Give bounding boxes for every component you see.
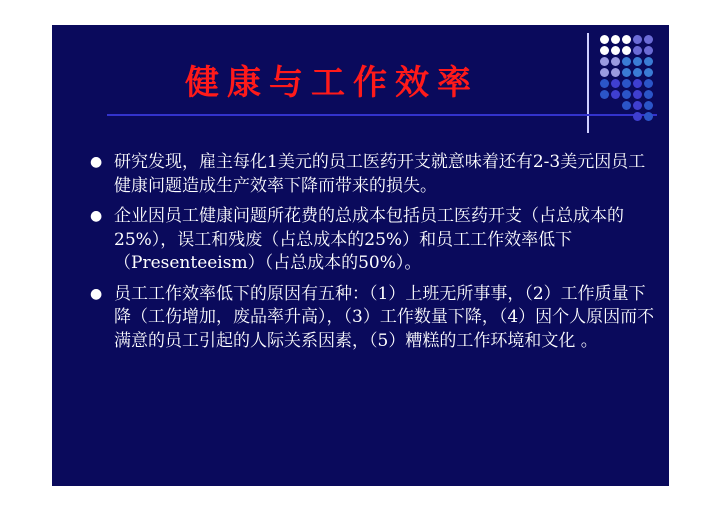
decorative-dot [644, 68, 653, 77]
bullet-item [90, 151, 660, 198]
decorative-dot [611, 57, 620, 66]
decorative-dot [600, 68, 609, 77]
decorative-dot [622, 101, 631, 110]
bullet-text: 企业因员工健康问题所花费的总成本包括员工医药开支（占总成本的25%），误工和残废（占总成本的25%）和员工工作效率低下（Presenteeism）（占总成本的50%）。 [114, 206, 624, 273]
decorative-dot [633, 68, 642, 77]
decorative-dot [622, 35, 631, 44]
decorative-dot [644, 46, 653, 55]
decorative-dot [644, 79, 653, 88]
title-underline [107, 114, 657, 116]
bullet-list [90, 151, 660, 360]
bullet-text: 研究发现，雇主每化1美元的员工医药开支就意味着还有2-3美元因员工健康问题造成生产效率下降而带来的损失。 [114, 152, 646, 196]
vertical-divider [587, 33, 589, 133]
decorative-dot [644, 90, 653, 99]
slide-title: 健康与工作效率 [185, 63, 479, 103]
decorative-dot [600, 35, 609, 44]
bullet-icon: ● [90, 285, 103, 302]
decorative-dot [622, 46, 631, 55]
decorative-dot [633, 101, 642, 110]
bullet-icon: ● [90, 208, 103, 224]
slide [52, 25, 669, 486]
decorative-dot [633, 35, 642, 44]
decorative-dot [622, 79, 631, 88]
decorative-dot [622, 57, 631, 66]
decorative-dot [611, 79, 620, 88]
decorative-dot [611, 46, 620, 55]
decorative-dot [644, 112, 653, 121]
decorative-dot [622, 90, 631, 99]
decorative-dot [600, 90, 609, 99]
decorative-dot [611, 90, 620, 99]
decorative-dot [633, 46, 642, 55]
decorative-dot [644, 35, 653, 44]
bullet-item [90, 283, 660, 354]
decorative-dot [600, 46, 609, 55]
decorative-dot [600, 57, 609, 66]
bullet-text: 员工工作效率低下的原因有五种：（1）上班无所事事，（2）工作质量下降（工伤增加，废品率升高），（3）工作数量下降，（4）因个人原因而不满意的员工引起的人际关系因素，（5）糟糕的工作环境和文化 。 [114, 283, 655, 351]
decorative-dot [600, 79, 609, 88]
decorative-dot [644, 101, 653, 110]
decorative-dot [633, 90, 642, 99]
decorative-dot [633, 57, 642, 66]
decorative-dot [644, 57, 653, 66]
decorative-dot [622, 68, 631, 77]
decorative-dot [633, 79, 642, 88]
decorative-dot [611, 68, 620, 77]
bullet-item [90, 205, 660, 276]
decorative-dot [633, 112, 642, 121]
decorative-dot [611, 35, 620, 44]
bullet-icon: ● [90, 154, 103, 170]
